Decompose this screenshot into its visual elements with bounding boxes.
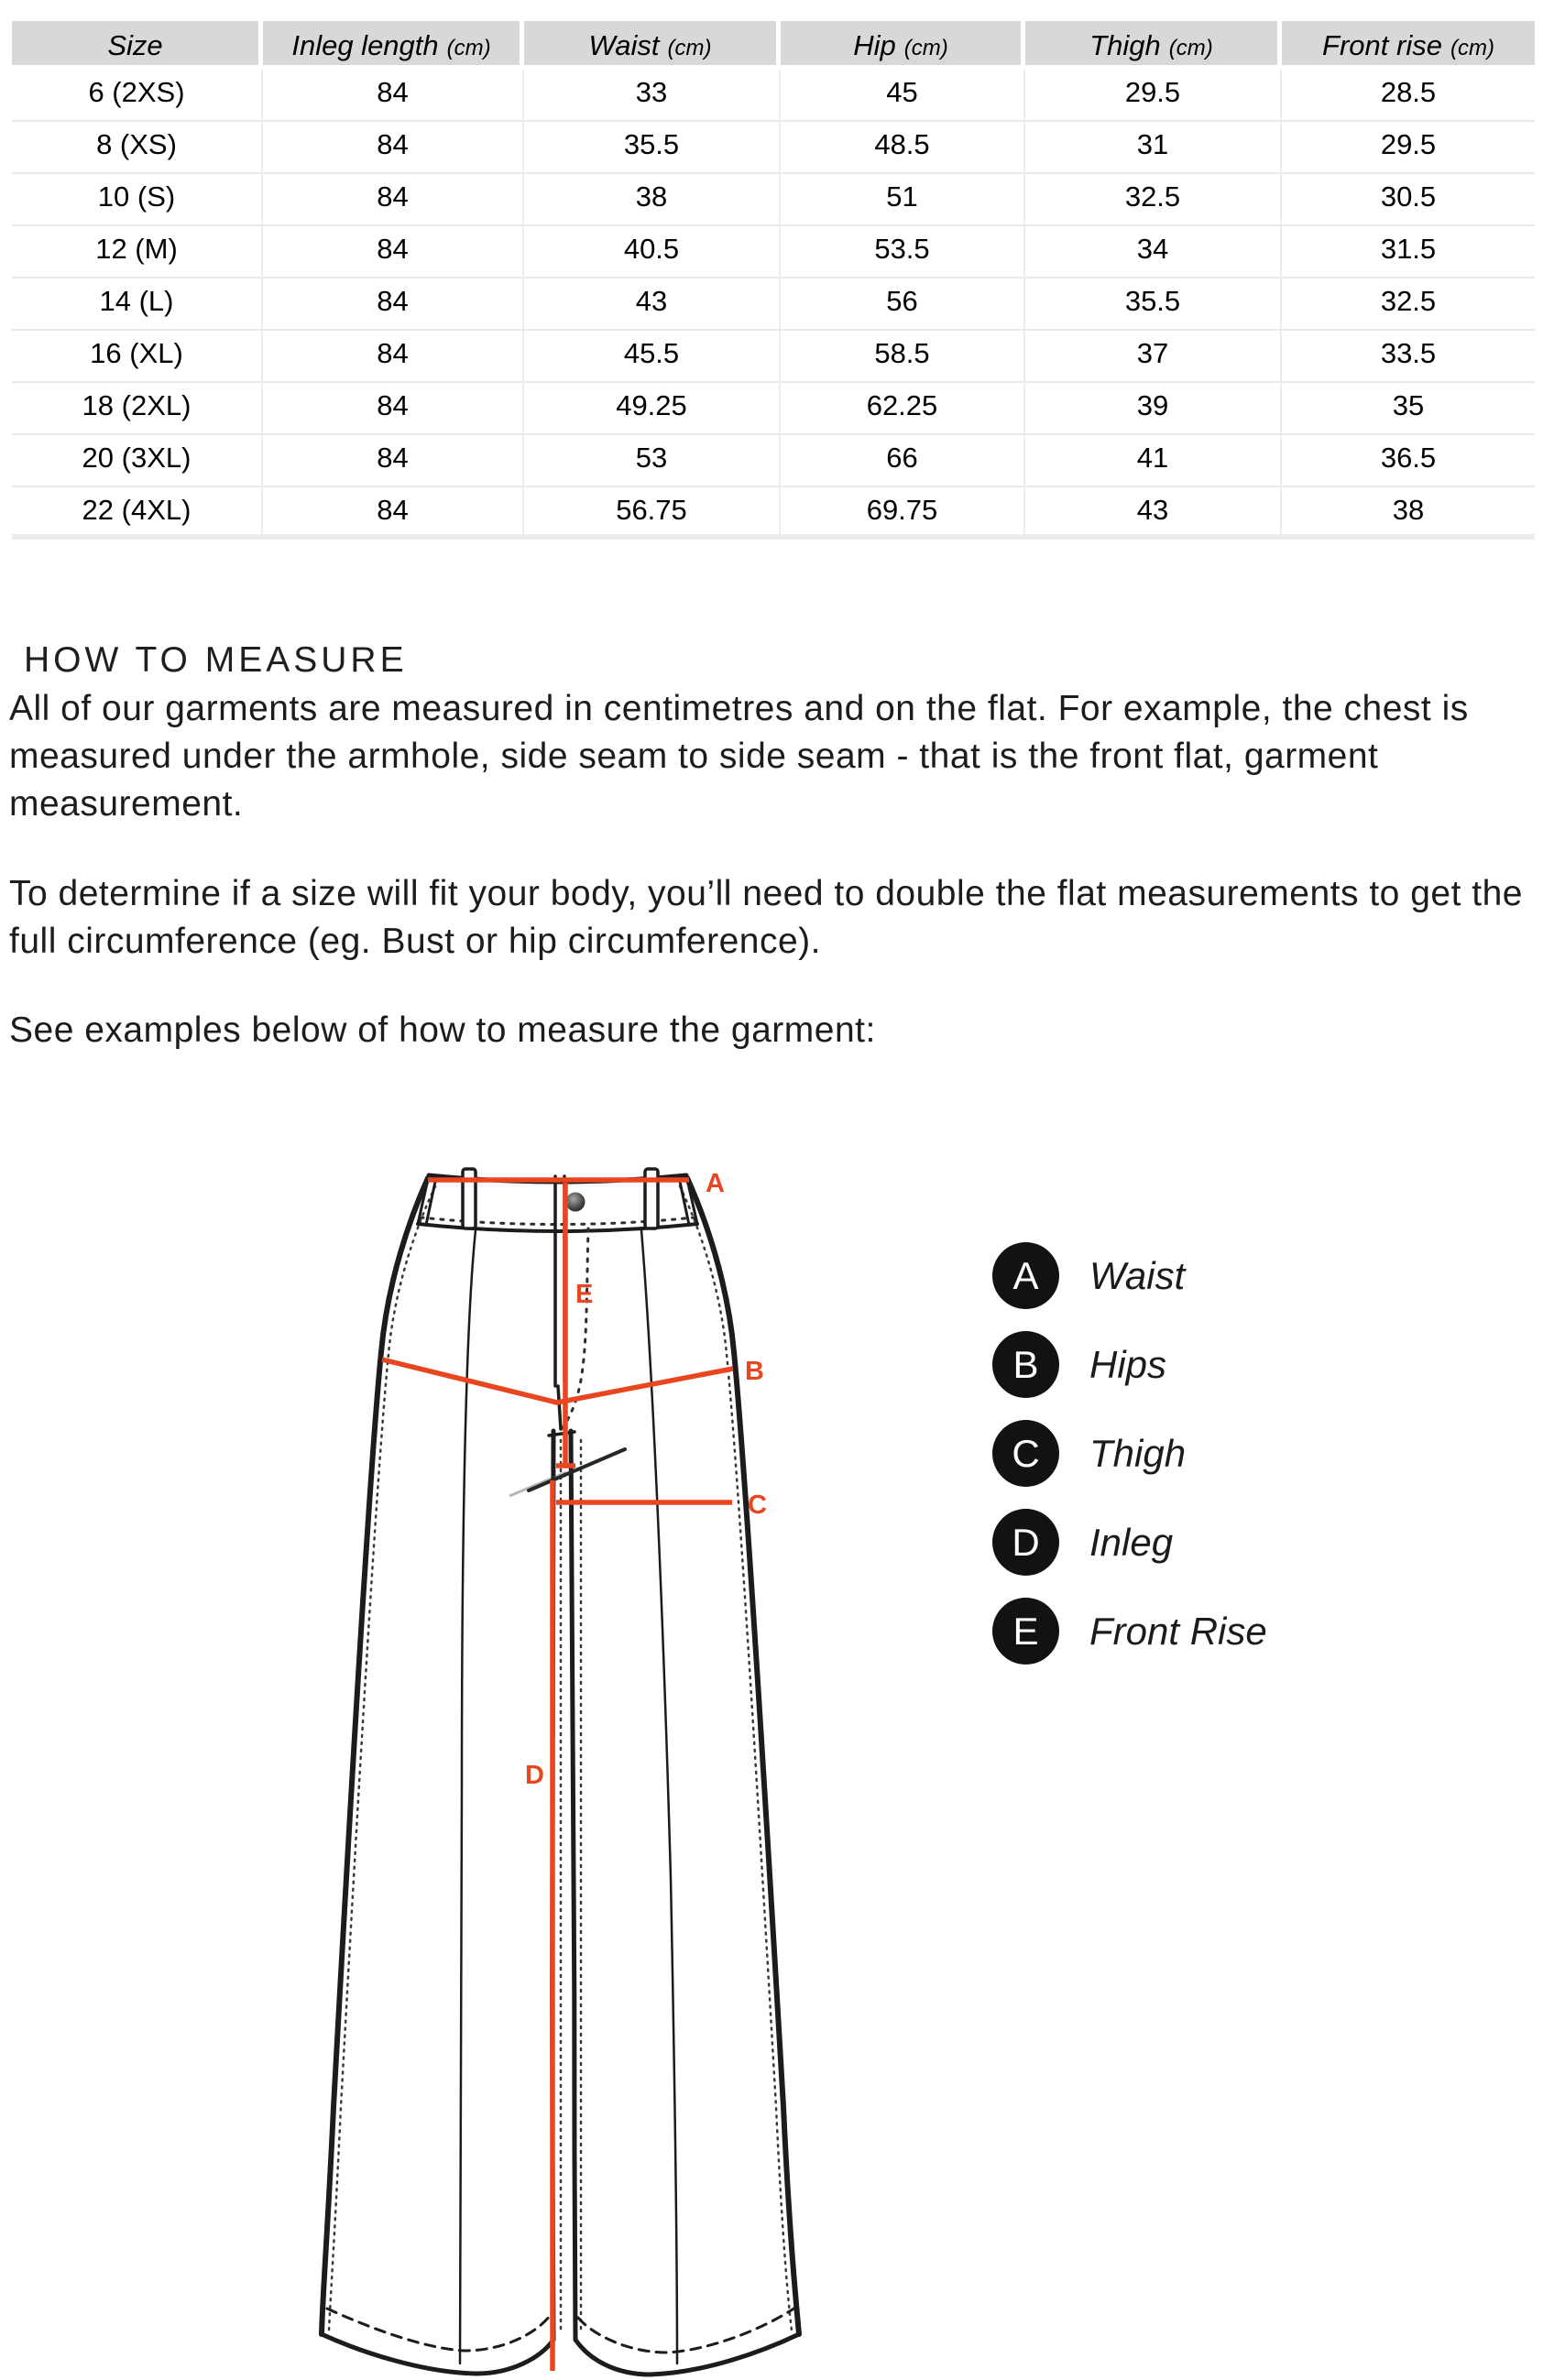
measurement-cell: 33 bbox=[524, 70, 781, 122]
measurement-cell: 38 bbox=[1282, 487, 1535, 540]
measurement-cell: 39 bbox=[1025, 383, 1282, 435]
column-header: Waist (cm) bbox=[524, 21, 781, 70]
table-row bbox=[12, 435, 1535, 487]
measurement-cell: 36.5 bbox=[1282, 435, 1535, 487]
size-cell: 12 (M) bbox=[12, 226, 263, 278]
measurement-cell: 30.5 bbox=[1282, 174, 1535, 226]
legend-letter-badge: C bbox=[992, 1420, 1059, 1487]
right-hem-stitching bbox=[578, 2308, 795, 2353]
measurement-cell: 40.5 bbox=[524, 226, 781, 278]
size-cell: 6 (2XS) bbox=[12, 70, 263, 122]
right-side-seam bbox=[687, 1178, 799, 2334]
measurement-cell: 37 bbox=[1025, 331, 1282, 383]
measurement-cell: 45 bbox=[781, 70, 1025, 122]
legend-item bbox=[992, 1598, 1267, 1665]
measurement-cell: 38 bbox=[524, 174, 781, 226]
table-row bbox=[12, 70, 1535, 122]
measurement-cell: 84 bbox=[263, 226, 524, 278]
legend-item bbox=[992, 1509, 1267, 1576]
size-chart-body bbox=[12, 70, 1535, 540]
measurement-cell: 84 bbox=[263, 487, 524, 540]
slash-mark bbox=[529, 1449, 625, 1490]
legend-label: Thigh bbox=[1089, 1431, 1187, 1475]
measurement-cell: 48.5 bbox=[781, 122, 1025, 174]
size-chart-table bbox=[12, 21, 1535, 540]
left-hem-stitching bbox=[327, 2309, 550, 2351]
measurement-cell: 43 bbox=[524, 278, 781, 331]
measurement-cell: 84 bbox=[263, 383, 524, 435]
measurement-cell: 32.5 bbox=[1025, 174, 1282, 226]
table-row bbox=[12, 487, 1535, 540]
size-cell: 10 (S) bbox=[12, 174, 263, 226]
measurement-cell: 45.5 bbox=[524, 331, 781, 383]
measurement-cell: 31.5 bbox=[1282, 226, 1535, 278]
measurement-cell: 84 bbox=[263, 331, 524, 383]
waist-button bbox=[566, 1193, 585, 1212]
table-row bbox=[12, 122, 1535, 174]
size-cell: 14 (L) bbox=[12, 278, 263, 331]
legend-letter-badge: B bbox=[992, 1331, 1059, 1398]
measurement-cell: 56.75 bbox=[524, 487, 781, 540]
legend-label: Front Rise bbox=[1089, 1609, 1267, 1653]
table-row bbox=[12, 278, 1535, 331]
measurement-cell: 35.5 bbox=[524, 122, 781, 174]
size-chart-header bbox=[12, 21, 1535, 70]
header-row bbox=[12, 21, 1535, 70]
measurement-cell: 49.25 bbox=[524, 383, 781, 435]
marker-letter-D: D bbox=[525, 1761, 544, 1790]
column-header: Size bbox=[12, 21, 263, 70]
table-row bbox=[12, 226, 1535, 278]
measurement-cell: 51 bbox=[781, 174, 1025, 226]
table-row bbox=[12, 174, 1535, 226]
measurement-cell: 43 bbox=[1025, 487, 1282, 540]
size-cell: 22 (4XL) bbox=[12, 487, 263, 540]
size-cell: 8 (XS) bbox=[12, 122, 263, 174]
size-cell: 18 (2XL) bbox=[12, 383, 263, 435]
measure-paragraph-2: To determine if a size will fit your body, you’ll need to double the flat measurements to get the full circumference (eg. Bust or hip circumference). bbox=[9, 874, 1523, 961]
legend-label: Hips bbox=[1089, 1342, 1167, 1386]
left-crease-line bbox=[460, 1230, 476, 2364]
measurement-cell: 53 bbox=[524, 435, 781, 487]
measurement-cell: 28.5 bbox=[1282, 70, 1535, 122]
table-row bbox=[12, 383, 1535, 435]
right-inseam bbox=[571, 1431, 575, 2340]
right-crease-line bbox=[641, 1230, 677, 2364]
measurement-cell: 35.5 bbox=[1025, 278, 1282, 331]
measurement-cell: 35 bbox=[1282, 383, 1535, 435]
marker-letter-A: A bbox=[706, 1169, 725, 1198]
measurement-cell: 53.5 bbox=[781, 226, 1025, 278]
measurement-cell: 84 bbox=[263, 278, 524, 331]
legend-letter-badge: D bbox=[992, 1509, 1059, 1576]
size-cell: 16 (XL) bbox=[12, 331, 263, 383]
measurement-cell: 84 bbox=[263, 435, 524, 487]
legend-item bbox=[992, 1242, 1267, 1309]
column-header: Inleg length (cm) bbox=[263, 21, 524, 70]
measurement-cell: 62.25 bbox=[781, 383, 1025, 435]
measurement-cell: 31 bbox=[1025, 122, 1282, 174]
legend-label: Inleg bbox=[1089, 1520, 1174, 1564]
measurement-cell: 66 bbox=[781, 435, 1025, 487]
legend-letter-badge: E bbox=[992, 1598, 1059, 1665]
column-header: Hip (cm) bbox=[781, 21, 1025, 70]
measurement-cell: 69.75 bbox=[781, 487, 1025, 540]
measurement-cell: 41 bbox=[1025, 435, 1282, 487]
legend-letter-badge: A bbox=[992, 1242, 1059, 1309]
marker-letter-E: E bbox=[575, 1280, 594, 1309]
measurement-cell: 29.5 bbox=[1025, 70, 1282, 122]
measurement-cell: 34 bbox=[1025, 226, 1282, 278]
marker-letter-C: C bbox=[748, 1490, 767, 1520]
measurement-cell: 33.5 bbox=[1282, 331, 1535, 383]
measurement-cell: 56 bbox=[781, 278, 1025, 331]
slash-mark-shadow bbox=[509, 1472, 566, 1496]
legend-item bbox=[992, 1420, 1267, 1487]
trouser-measure-diagram bbox=[275, 1152, 825, 2380]
measurement-legend bbox=[992, 1242, 1267, 1687]
measurement-cell: 32.5 bbox=[1282, 278, 1535, 331]
size-cell: 20 (3XL) bbox=[12, 435, 263, 487]
measurement-cell: 29.5 bbox=[1282, 122, 1535, 174]
measurement-cell: 58.5 bbox=[781, 331, 1025, 383]
how-to-measure-heading: HOW TO MEASURE bbox=[24, 640, 408, 680]
column-header: Thigh (cm) bbox=[1025, 21, 1282, 70]
measurement-cell: 84 bbox=[263, 174, 524, 226]
column-header: Front rise (cm) bbox=[1282, 21, 1535, 70]
legend-item bbox=[992, 1331, 1267, 1398]
table-row bbox=[12, 331, 1535, 383]
legend-label: Waist bbox=[1089, 1253, 1186, 1297]
measure-paragraph-1: All of our garments are measured in centimetres and on the flat. For example, the chest is measured under the armhole, side seam to side seam - that is the front flat, garment measurement. bbox=[9, 689, 1469, 824]
measurement-cell: 84 bbox=[263, 122, 524, 174]
marker-letter-B: B bbox=[745, 1357, 764, 1386]
measurement-cell: 84 bbox=[263, 70, 524, 122]
measure-paragraph-3: See examples below of how to measure the garment: bbox=[9, 1010, 876, 1050]
